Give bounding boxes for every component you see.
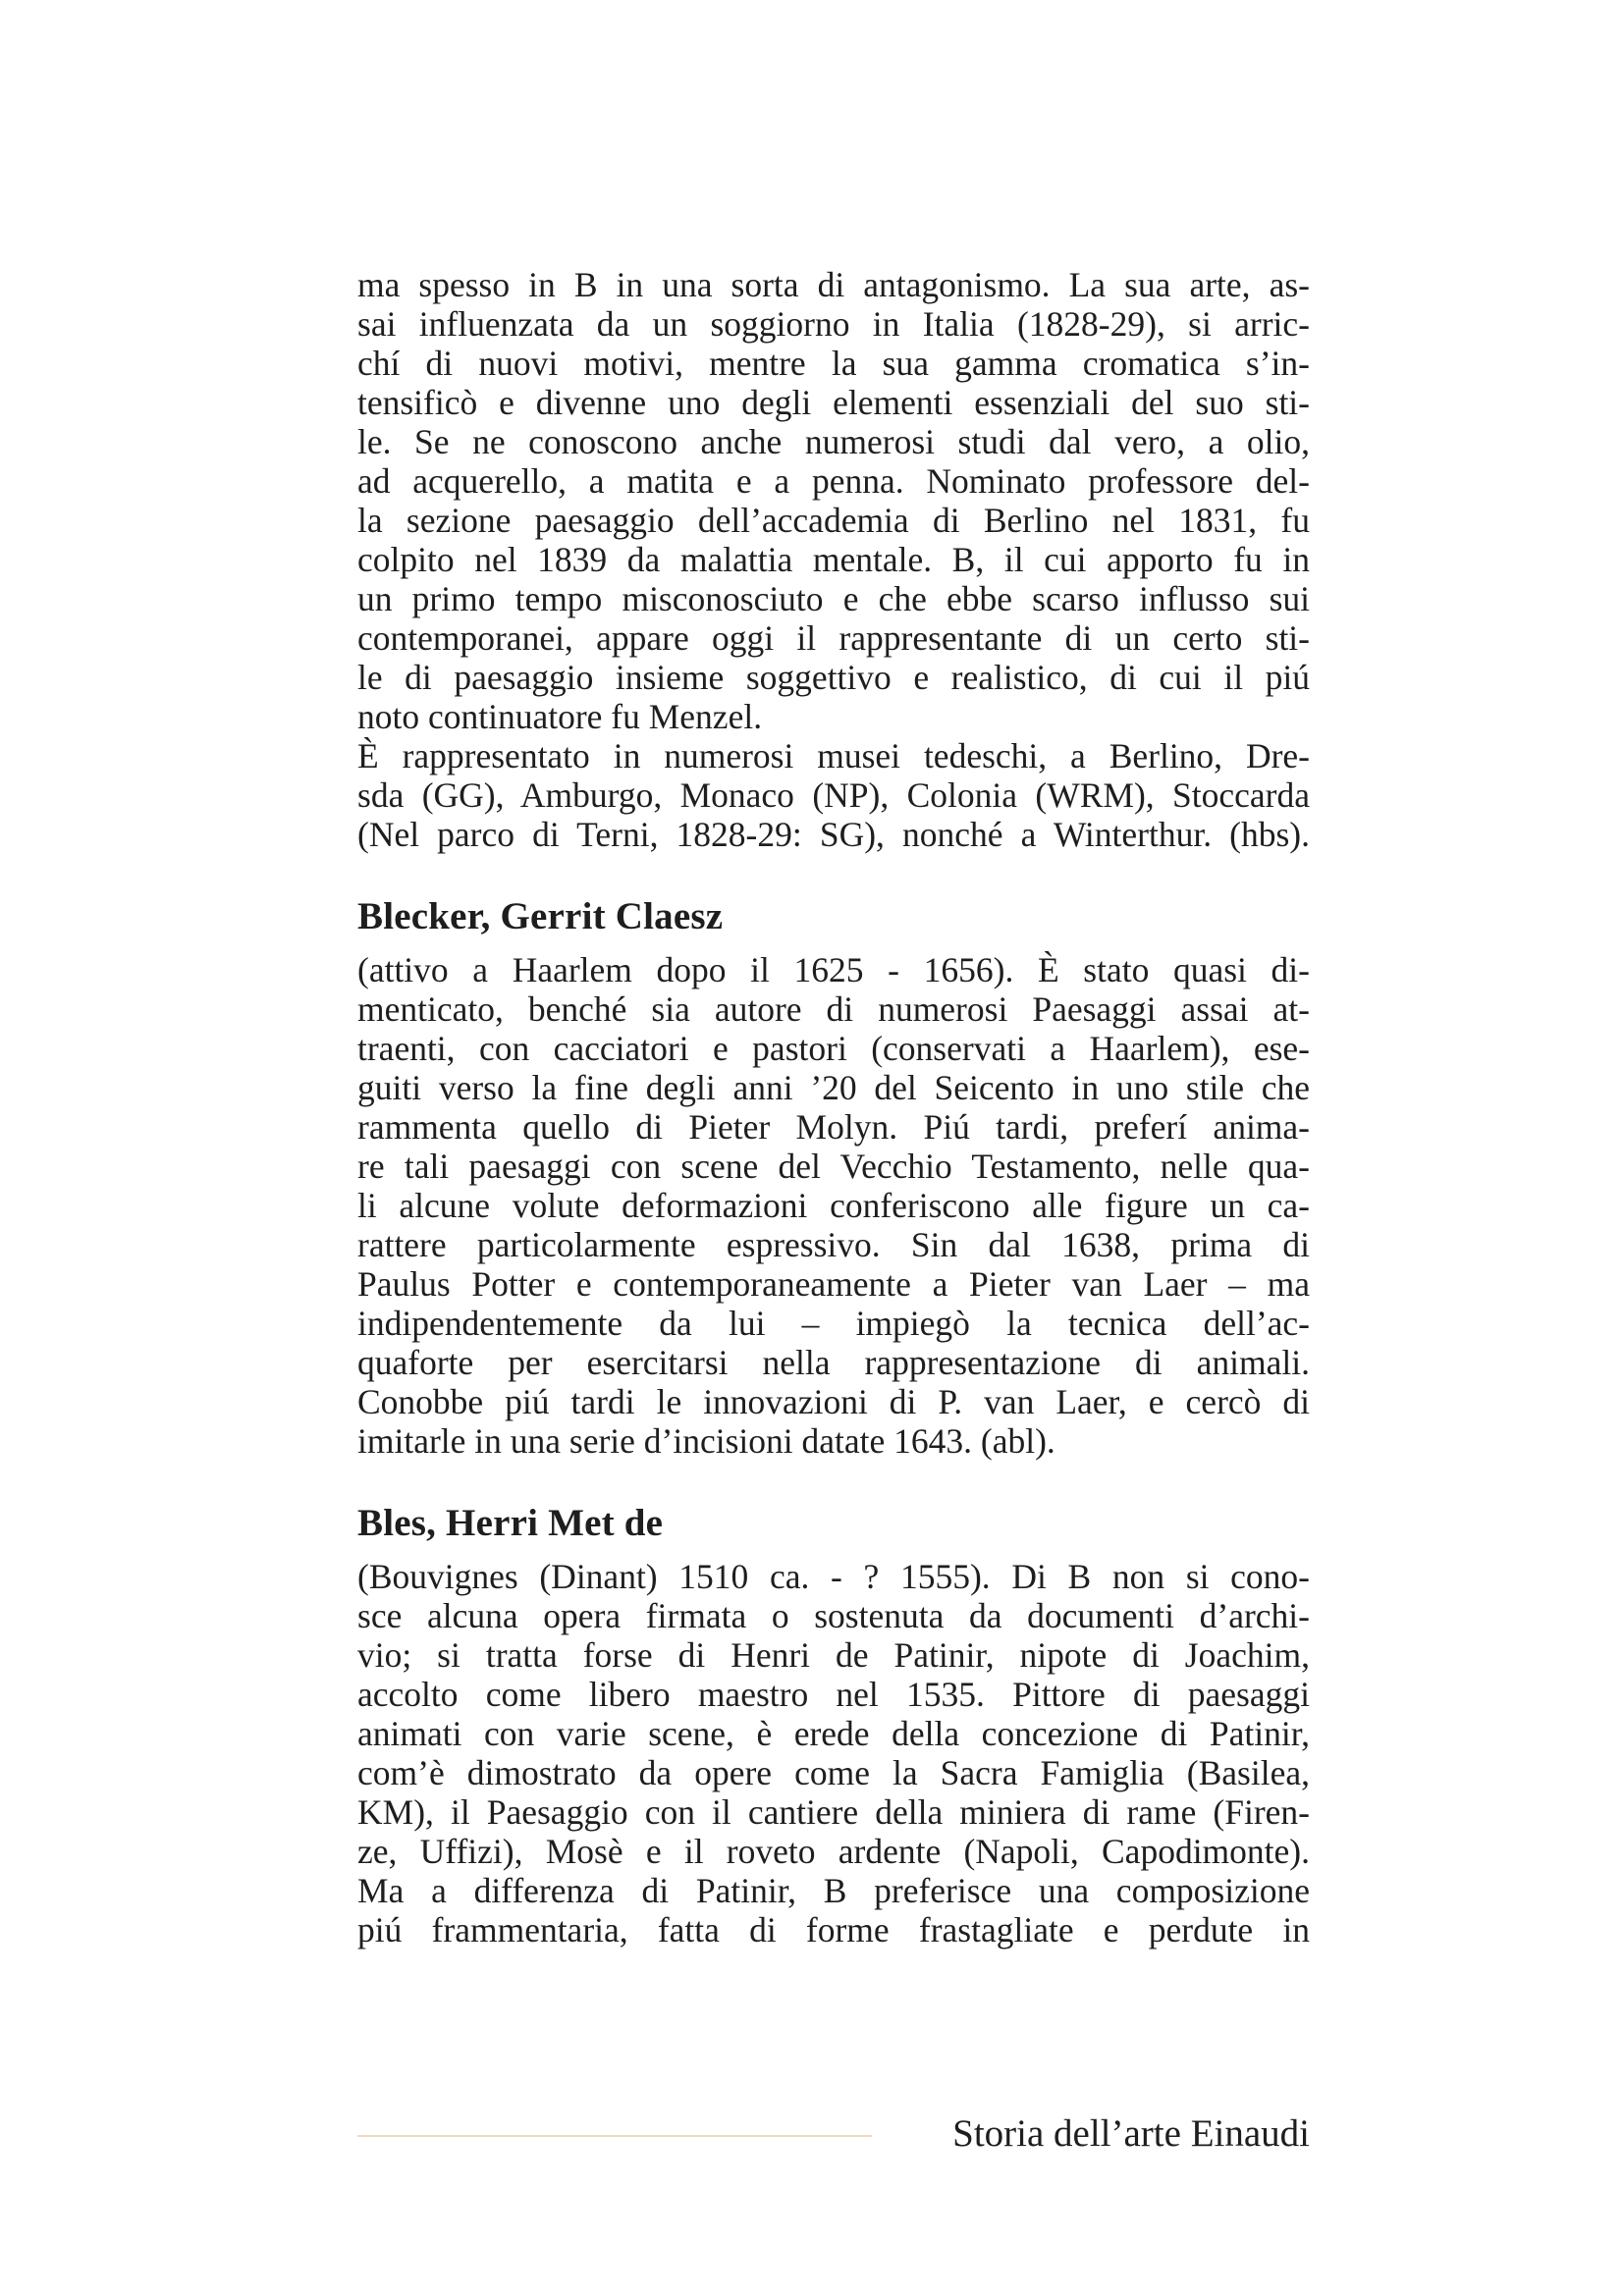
- text-line: sai influenzata da un soggiorno in Italia (1828-29), si arric-: [357, 304, 1310, 344]
- text-line: un primo tempo misconosciuto e che ebbe scarso influsso sui: [357, 579, 1310, 618]
- text-line: traenti, con cacciatori e pastori (conservati a Haarlem), ese-: [357, 1029, 1310, 1068]
- text-line: piú frammentaria, fatta di forme frastagliate e perdute in: [357, 1910, 1310, 1949]
- text-line: animati con varie scene, è erede della concezione di Patinir,: [357, 1714, 1310, 1753]
- text-line: indipendentemente da lui – impiegò la tecnica dell’ac-: [357, 1304, 1310, 1343]
- text-line: Conobbe piú tardi le innovazioni di P. van Laer, e cercò di: [357, 1382, 1310, 1421]
- text-line: KM), il Paesaggio con il cantiere della miniera di rame (Firen-: [357, 1792, 1310, 1832]
- footer-divider: [357, 2135, 872, 2137]
- text-line: accolto come libero maestro nel 1535. Pittore di paesaggi: [357, 1675, 1310, 1714]
- text-line: contemporanei, appare oggi il rappresentante di un certo sti-: [357, 618, 1310, 658]
- text-line: com’è dimostrato da opere come la Sacra Famiglia (Basilea,: [357, 1753, 1310, 1792]
- text-line: rammenta quello di Pieter Molyn. Piú tardi, preferí anima-: [357, 1107, 1310, 1147]
- text-line: re tali paesaggi con scene del Vecchio Testamento, nelle qua-: [357, 1147, 1310, 1186]
- text-line: sce alcuna opera firmata o sostenuta da documenti d’archi-: [357, 1596, 1310, 1635]
- entry-blecker: [357, 895, 1310, 1461]
- text-line: ze, Uffizi), Mosè e il roveto ardente (Napoli, Capodimonte).: [357, 1832, 1310, 1871]
- text-line: sda (GG), Amburgo, Monaco (NP), Colonia (WRM), Stoccarda: [357, 775, 1310, 815]
- text-line: noto continuatore fu Menzel.: [357, 697, 763, 736]
- text-line: menticato, benché sia autore di numerosi Paesaggi assai at-: [357, 989, 1310, 1029]
- text-line: colpito nel 1839 da malattia mentale. B, il cui apporto fu in: [357, 540, 1310, 579]
- text-line: Paulus Potter e contemporaneamente a Pieter van Laer – ma: [357, 1264, 1310, 1304]
- text-line: (attivo a Haarlem dopo il 1625 - 1656). È stato quasi di-: [357, 950, 1310, 989]
- text-line: È rappresentato in numerosi musei tedeschi, a Berlino, Dre-: [357, 736, 1310, 775]
- text-line: chí di nuovi motivi, mentre la sua gamma cromatica s’in-: [357, 344, 1310, 383]
- text-line: ma spesso in B in una sorta di antagonismo. La sua arte, as-: [357, 265, 1310, 304]
- text-line: imitarle in una serie d’incisioni datate 1643. (abl).: [357, 1421, 1055, 1461]
- footer-title: Storia dell’arte Einaudi: [952, 2112, 1310, 2155]
- page-body: [357, 265, 1310, 1949]
- entry-title: Bles, Herri Met de: [357, 1502, 664, 1544]
- text-line: la sezione paesaggio dell’accademia di Berlino nel 1831, fu: [357, 501, 1310, 540]
- text-line: le di paesaggio insieme soggettivo e realistico, di cui il piú: [357, 658, 1310, 697]
- entry-bles: [357, 1502, 1310, 1949]
- text-line: vio; si tratta forse di Henri de Patinir, nipote di Joachim,: [357, 1635, 1310, 1675]
- text-line: rattere particolarmente espressivo. Sin dal 1638, prima di: [357, 1225, 1310, 1264]
- text-line: Ma a differenza di Patinir, B preferisce una composizione: [357, 1871, 1310, 1910]
- entry-title: Blecker, Gerrit Claesz: [357, 895, 724, 937]
- text-line: ad acquerello, a matita e a penna. Nominato professore del-: [357, 461, 1310, 501]
- text-line: (Nel parco di Terni, 1828-29: SG), nonché a Winterthur. (hbs).: [357, 815, 1310, 854]
- text-line: tensificò e divenne uno degli elementi essenziali del suo sti-: [357, 383, 1310, 422]
- text-line: quaforte per esercitarsi nella rappresentazione di animali.: [357, 1343, 1310, 1382]
- entry-continuation: [357, 265, 1310, 854]
- text-line: le. Se ne conoscono anche numerosi studi dal vero, a olio,: [357, 422, 1310, 461]
- text-line: guiti verso la fine degli anni ’20 del Seicento in uno stile che: [357, 1068, 1310, 1107]
- text-line: li alcune volute deformazioni conferiscono alle figure un ca-: [357, 1186, 1310, 1225]
- text-line: (Bouvignes (Dinant) 1510 ca. - ? 1555). Di B non si cono-: [357, 1557, 1310, 1596]
